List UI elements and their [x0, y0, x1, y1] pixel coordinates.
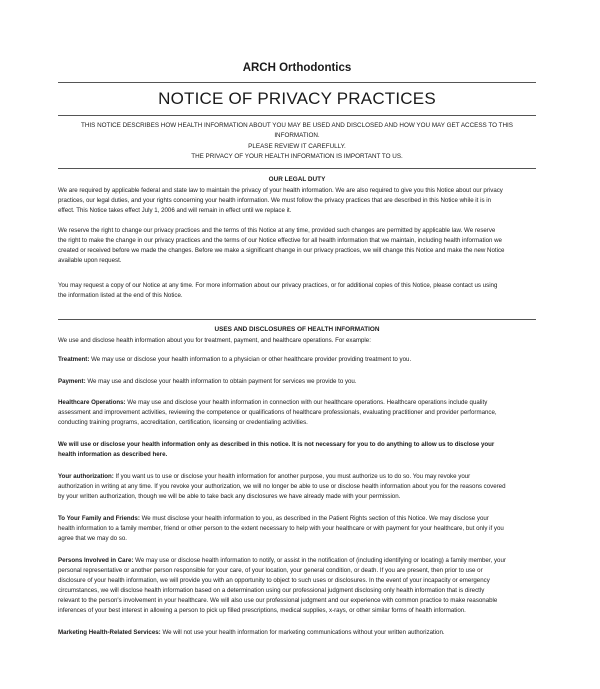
- intro-line: THIS NOTICE DESCRIBES HOW HEALTH INFORMATION ABOUT YOU MAY BE USED AND DISCLOSED AND HOW YOU MAY GET ACCESS TO THIS: [81, 122, 513, 129]
- paragraph-family-friends: To Your Family and Friends: We must disclose your health information to you, as described in the Patient Rights section of this Notice. We may disclose your health information to a family member, friend or other person to the extent necessary to help with your healthcare or with payment for your healthcare, but only if you agree that we may do so.: [58, 515, 504, 543]
- paragraph-bold-statement: We will use or disclose your health information only as described in this notice. It is not necessary for you to do anything to allow us to disclose your health information as described here.: [58, 441, 495, 459]
- section-heading-uses: USES AND DISCLOSURES OF HEALTH INFORMATION: [214, 326, 380, 333]
- paragraph-payment: Payment: We may use and disclose your health information to obtain payment for services we provide to you.: [58, 378, 357, 385]
- paragraph-healthcare-operations: Healthcare Operations: We may use and disclose your health information in connection with our healthcare operations. Healthcare operations include quality assessment and improvement activities, reviewing the competence or qualifications of healthcare professionals, evaluating practitioner and provider performance, conducting training programs, accreditation, certification, licensing or credentialing activities.: [58, 399, 497, 427]
- organization-name: ARCH Orthodontics: [242, 62, 352, 74]
- paragraph-marketing: Marketing Health-Related Services: We will not use your health information for marketing communications without your written authorization.: [58, 629, 445, 636]
- document-title: NOTICE OF PRIVACY PRACTICES: [158, 89, 436, 108]
- divider: [58, 115, 536, 116]
- paragraph: We reserve the right to change our privacy practices and the terms of this Notice at any time, provided such changes are permitted by applicable law. We reserve the right to make the change in our privacy practices and the terms of our Notice effective for all health information that we maintain, including health information we created or received before we made the changes. Before we make a significant change in our privacy practices, we will change this Notice and make the new Notice available upon request.: [58, 227, 505, 265]
- divider: [58, 82, 536, 83]
- paragraph-treatment: Treatment: We may use or disclose your health information to a physician or other healthcare provider providing treatment to you.: [58, 356, 412, 363]
- intro-line: THE PRIVACY OF YOUR HEALTH INFORMATION IS IMPORTANT TO US.: [191, 152, 403, 160]
- paragraph: We are required by applicable federal and state law to maintain the privacy of your health information. We are also required to give you this Notice about our privacy practices, our legal duties, and your rights concerning your health information. We must follow the privacy practices that are described in this Notice while it is in effect. This Notice takes effect July 1, 2006 and will remain in effect until we replace it.: [58, 187, 503, 215]
- divider: [58, 319, 536, 320]
- divider: [58, 168, 536, 169]
- paragraph-authorization: Your authorization: If you want us to use or disclose your health information for another purpose, you must authorize us to do so. You may revoke your authorization in writing at any time. If you revoke your authorization, we will no longer be able to use or disclose health information about you for the reasons covered by your written authorization, though we will be able to take back any disclosures we have already made with your permission.: [58, 473, 506, 501]
- paragraph: We use and disclose health information about you for treatment, payment, and healthcare operations. For example:: [58, 337, 371, 344]
- section-heading-legal-duty: OUR LEGAL DUTY: [268, 176, 326, 183]
- intro-line: INFORMATION.: [274, 132, 320, 140]
- intro-line: PLEASE REVIEW IT CAREFULLY.: [248, 142, 346, 150]
- notice-intro: [58, 121, 536, 162]
- paragraph-persons-involved: Persons Involved in Care: We may use or disclose health information to notify, or assist in the notification of (including identifying or locating) a family member, your personal representative or another person responsible for your care, of your location, your general condition, or death. If you are present, then prior to use or disclosure of your health information, we will provide you with an opportunity to object to such uses or disclosures. In the event of your incapacity or emergency circumstances, we will disclose health information based on a determination using our professional judgment disclosing only health information that is directly relevant to the person's involvement in your healthcare. We will also use our professional judgment and our experience with common practice to make reasonable inferences of your best interest in allowing a person to pick up filled prescriptions, medical supplies, x-rays, or other similar forms of health information.: [58, 557, 506, 615]
- paragraph: You may request a copy of our Notice at any time. For more information about our privacy practices, or for additional copies of this Notice, please contact us using the information listed at the end of this Notice.: [58, 282, 498, 300]
